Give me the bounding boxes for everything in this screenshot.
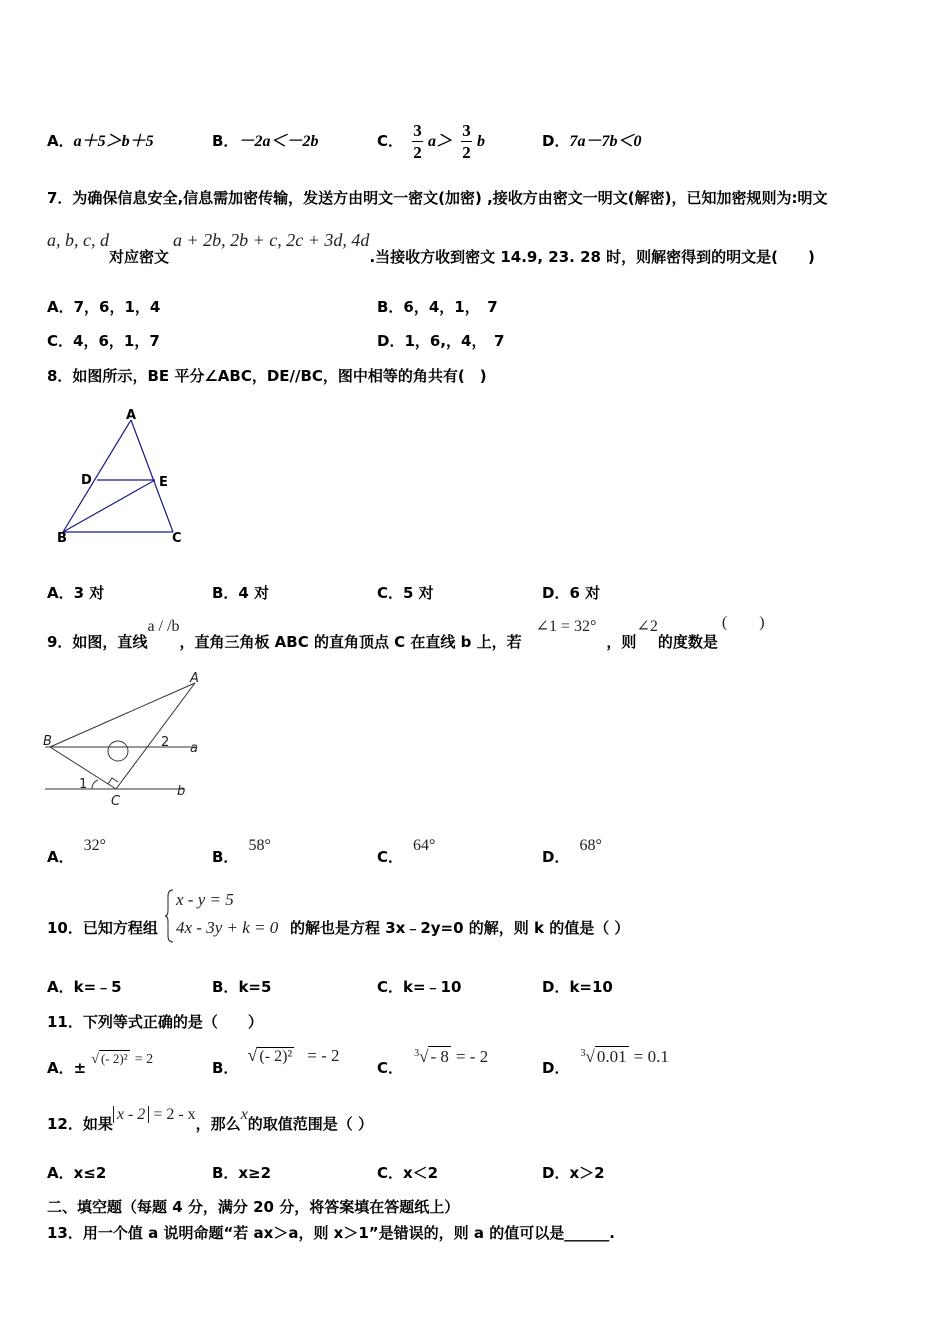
q8-option-b: B．4 对	[212, 584, 270, 602]
q9-stem: 9．如图，直线a / /b，直角三角板 ABC 的直角顶点 C 在直线 b 上，若∠1 = 32°，则∠2的度数是( )	[47, 614, 765, 651]
q10-option-b: B．k=5	[212, 978, 272, 996]
q7-option-d: D．1，6,，4， 7	[377, 332, 505, 350]
q7-stem-line1: 7．为确保信息安全,信息需加密传输，发送方由明文一密文(加密) ,接收方由密文一明文(解密)，已知加密规则为:明文	[47, 189, 828, 207]
equation-2: 4x - 3y + k = 0	[176, 918, 279, 937]
q10-suffix: 的解也是方程 3x﹣2y=0 的解，则 k 的值是（ ）	[290, 919, 630, 937]
q9-option-a: A．32°	[47, 837, 107, 866]
side-ab	[63, 420, 131, 532]
q9-option-c: C．64°	[377, 837, 436, 866]
q8-option-c: C．5 对	[377, 584, 434, 602]
q12-option-d: D．x＞2	[542, 1164, 605, 1182]
q11-option-b: B． √ (- 2)² = - 2	[212, 1045, 340, 1077]
label-line-a: a	[190, 741, 198, 756]
label-angle-2: 2	[161, 735, 170, 750]
label-b-vertex: B	[43, 734, 52, 749]
label-c: C	[172, 531, 182, 546]
q7-option-c: C．4，6，1，7	[47, 332, 160, 350]
label-e: E	[159, 475, 168, 490]
angle-1-arc	[92, 780, 98, 789]
q8-option-a: A．3 对	[47, 584, 105, 602]
q8-option-d: D．6 对	[542, 584, 601, 602]
q8-triangle-figure	[50, 405, 200, 550]
set-square-hole	[108, 741, 128, 761]
section-2-heading: 二、填空题（每题 4 分，满分 20 分，将答案填在答题纸上）	[47, 1198, 460, 1216]
fraction: $\frac{3}{2}$	[413, 121, 422, 162]
q6-option-d: D．7a－7b＜0	[542, 132, 642, 150]
q6-option-c: C． $\frac{3}{2}$ a＞ $\frac{3}{2}$ b	[377, 121, 485, 162]
q6-option-a: A．a＋5＞b＋5	[47, 132, 154, 150]
q12-option-a: A．x≤2	[47, 1164, 107, 1182]
label-line-b: b	[177, 784, 186, 799]
q10-option-d: D．k=10	[542, 978, 613, 996]
equation-1: x - y = 5	[176, 890, 234, 909]
label-c-vertex: C	[111, 794, 121, 808]
label-b: B	[57, 531, 67, 546]
label-a-vertex: A	[190, 671, 199, 686]
label-a: A	[126, 408, 137, 423]
q11-option-d: D． $^3$√ 0.01 = 0.1	[542, 1047, 669, 1077]
q11-stem: 11．下列等式正确的是（ ）	[47, 1013, 263, 1031]
q12-option-b: B．x≥2	[212, 1164, 272, 1182]
q12-option-c: C．x＜2	[377, 1164, 439, 1182]
q11-option-a: A．± √ (- 2)² = 2	[47, 1051, 154, 1077]
label-d: D	[81, 473, 92, 488]
left-brace-icon	[165, 888, 175, 944]
q8-stem: 8．如图所示，BE 平分∠ABC，DE//BC，图中相等的角共有( )	[47, 367, 487, 385]
label-angle-1: 1	[79, 777, 88, 792]
q7-option-a: A．7，6，1，4	[47, 298, 161, 316]
right-angle-mark	[108, 778, 118, 784]
side-ba	[50, 683, 195, 747]
q7-option-b: B．6，4，1， 7	[377, 298, 498, 316]
fraction: $\frac{3}{2}$	[462, 121, 471, 162]
q7-stem-line2: a, b, c, d对应密文a + 2b, 2b + c, 2c + 3d, 4d.当接收方收到密文 14.9, 23. 28 时，则解密得到的明文是( )	[47, 230, 815, 266]
q12-stem: 12．如果x - 2 = 2 - x，那么x的取值范围是（ ）	[47, 1106, 374, 1133]
q10-option-a: A．k=﹣5	[47, 978, 122, 996]
q10-option-c: C．k=﹣10	[377, 978, 462, 996]
q6-option-b: B．－2a＜－2b	[212, 132, 319, 150]
q9-figure	[40, 668, 210, 808]
q9-option-d: D．68°	[542, 837, 602, 866]
side-ac	[116, 683, 195, 789]
segment-be	[63, 480, 155, 532]
q10-prefix: 10．已知方程组	[47, 919, 158, 937]
q9-option-b: B．58°	[212, 837, 271, 866]
q13-stem: 13．用一个值 a 说明命题“若 ax＞a，则 x＞1”是错误的，则 a 的值可以是______.	[47, 1224, 615, 1242]
q11-option-c: C． $^3$√ - 8 = - 2	[377, 1047, 489, 1077]
